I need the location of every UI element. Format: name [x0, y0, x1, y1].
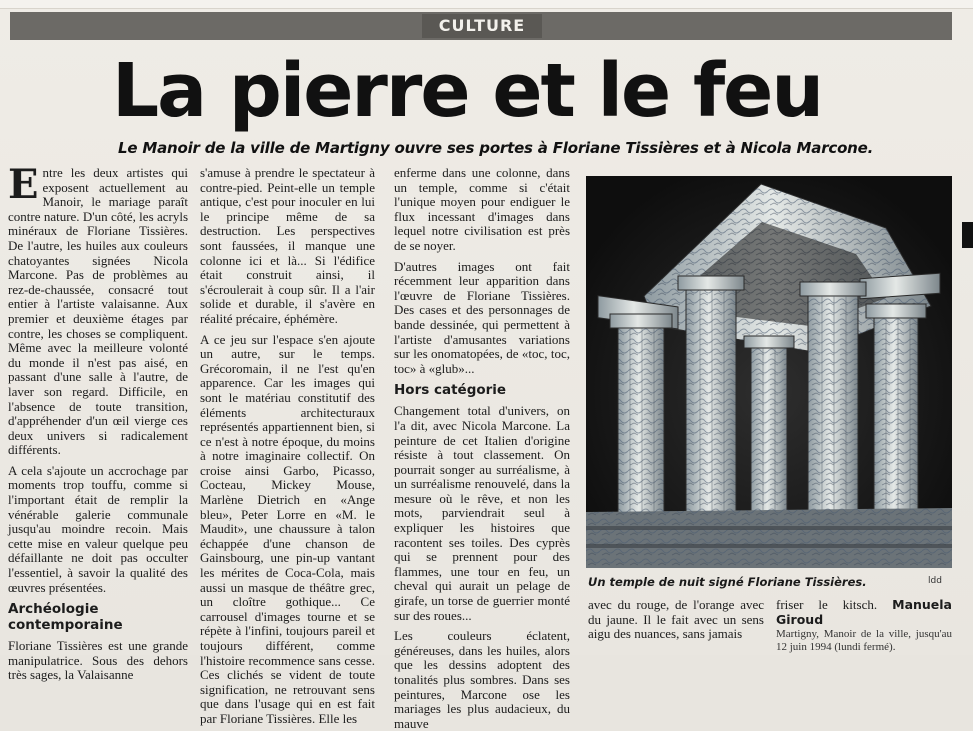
article-tail-column-2 [776, 598, 952, 654]
article-tail-column-1: avec du rouge, de l'orange avec du jaune. Il le fait avec un sens aigu des nuances, sans jamais [588, 597, 764, 642]
subheadline: Le Manoir de la ville de Martigny ouvre ses portes à Floriane Tissières et à Nicola Marcone. [118, 139, 874, 157]
paragraph: A ce jeu sur l'espace s'en ajoute un autre, sur le temps. Grécoromain, il ne l'est qu'en apparence. Car les images qui sont le matériau constitutif des éléments architecturaux représentés appartiennent bien, si ce n'est à notre époque, du moins à notre imaginaire collectif. On croise ainsi Garbo, Picasso, Cocteau, Mickey Mouse, Marlène Dietrich en «Ange bleu», Peter Lorre en «M. le Maudit», une chaussure à talon échappée d'une chanson de Gainsbourg, une pin-up vantant les mérites de Coca-Cola, mais aussi un masque de théâtre grec, un cloître gothique... Ce carrousel d'images tourne et se répète à l'infini, toujours pareil et toujours différent, comme l'histoire recommence sans cesse. Ces clichés se vident de toute signification, ne retrouvant sens que dans l'usage qui en est fait par Floriane Tissières. Elle les [200, 331, 375, 726]
paragraph: enferme dans une colonne, dans un temple, comme si c'était l'unique moyen pour endiguer le flux incessant d'images dans lequel notre civilisation est près de se noyer. [394, 165, 570, 253]
section-heading: Archéologie contemporaine [8, 601, 123, 634]
article-column-2 [200, 165, 375, 726]
headline: La pierre et le feu [112, 48, 823, 134]
paragraph-text: ntre les deux artistes qui exposent actuellement au Manoir, le mariage paraît contre nature. D'un côté, les acryls minéraux de Floriane Tissières. De l'autre, les huiles aux couleurs chatoyantes signées Nicola Marcone. Pas de problèmes au rez-de-chaussée, consacré tout entier à l'artiste valaisanne. Aux premier et deuxième étages par contre, les choses se compliquent. Même avec la meilleure volonté du monde il n'est pas aisé, en passant d'une salle à l'autre, de laver son regard. Difficile, en l'absence de toute transition, d'appréhender d'un œil vierge ces deux univers si radicalement différents. [8, 165, 188, 458]
temple-painting-photo [586, 176, 952, 568]
temple-painting-icon [586, 176, 952, 568]
paragraph: Changement total d'univers, on l'a dit, avec Nicola Marcone. La peinture de cet Italien d'origine résiste à tout classement. On pourrait songer au surréalisme, à un surréalisme renouvelé, dans la mesure où le rêve, et non les mots, parviendrait seul à expliquer les histoires que racontent ses toiles. Des cyprès qui se prennent pour des flammes, une tour en feu, un cheval qui aurait un pelage de girafe, un torse de guerrier monté sur des roues... [394, 403, 570, 623]
exhibition-info: Martigny, Manoir de la ville, jusqu'au 12 juin 1994 (lundi fermé). [776, 628, 952, 654]
paragraph: Les couleurs éclatent, généreuses, dans les huiles, alors que les dessins adoptent des tonalités plus sombres. Dans ses peintures, Marcone ose les mariages les plus audacieux, du mauve [394, 628, 570, 731]
paragraph: A cela s'ajoute un accrochage par moments trop touffu, comme si l'important était de remplir la vénérable galerie communale jusqu'au moindre recoin. Mais cette mise en valeur quelque peu défaillante ne doit pas occulter l'essentiel, à savoir la qualité des œuvres présentées. [8, 462, 188, 595]
drop-cap: E [8, 161, 39, 208]
paragraph [8, 161, 188, 458]
rubric-label: CULTURE [422, 14, 542, 38]
page-top-edge [0, 0, 973, 9]
paragraph: s'amuse à prendre le spectateur à contre-pied. Peint-elle un temple antique, c'est pour inoculer en lui le principe même de sa destruction. Les perspectives sont faussées, il manque une colonne ici et là... Si l'édifice était construit ainsi, il s'écroulerait à coup sûr. Il a l'air solide et durable, il s'avère en réalité précaire, éphémère. [200, 165, 375, 326]
photo-caption: Un temple de nuit signé Floriane Tissières. [588, 575, 867, 589]
page-edge-mark [962, 222, 973, 248]
paragraph: Floriane Tissières est une grande manipulatrice. Sous des dehors très sages, la Valaisanne [8, 638, 188, 683]
section-heading: Hors catégorie [394, 382, 507, 399]
author-signature: Manuela Giroud [776, 597, 952, 627]
photo-credit: ldd [928, 576, 942, 586]
article-column-1 [8, 161, 188, 683]
paragraph: D'autres images ont fait récemment leur apparition dans l'œuvre de Floriane Tissières. Des cases et des personnages de bande dessinée, qui permettent à l'artiste d'amusantes variations sur les onomatopées, de «toc, toc, toc» à «glub»... [394, 258, 570, 376]
tail-text: friser le kitsch. [776, 597, 878, 612]
article-column-3 [394, 165, 570, 731]
